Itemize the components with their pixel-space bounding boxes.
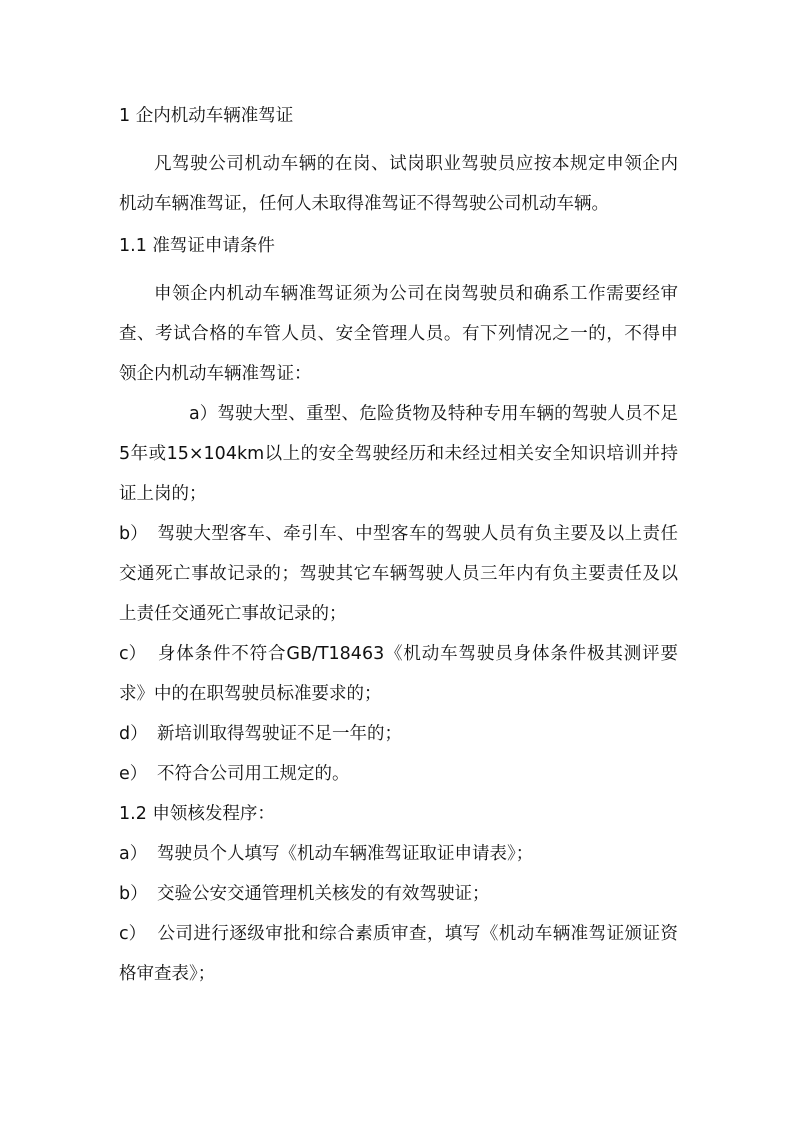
conditions-list [119,394,678,794]
list-item-text: 不符合公司用工规定的。 [157,764,350,784]
list-item-text: 驾驶大型客车、牵引车、中型客车的驾驶人员有负主要及以上责任交通死亡事故记录的；驾驶其它车辆驾驶人员三年内有负主要责任及以上责任交通死亡事故记录的； [119,524,678,624]
intro-paragraph: 凡驾驶公司机动车辆的在岗、试岗职业驾驶员应按本规定申领企内机动车辆准驾证，任何人未取得准驾证不得驾驶公司机动车辆。 [119,154,678,214]
list-item-text: 驾驶大型、重型、危险货物及特种专用车辆的驾驶人员不足5年或15×104km以上的安全驾驶经历和未经过相关安全知识培训并持证上岗的； [119,404,678,504]
list-marker: b） [119,884,148,904]
list-item [119,874,678,914]
list-marker: b） [119,524,148,544]
list-item [119,714,678,754]
list-item [119,914,678,994]
list-item [119,514,678,634]
list-marker: c） [119,924,147,944]
list-marker: c） [119,644,147,664]
list-item-text: 驾驶员个人填写《机动车辆准驾证取证申请表》； [157,844,534,864]
section-heading-1: 1 企内机动车辆准驾证 [119,106,294,126]
list-item-text: 交验公安交通管理机关核发的有效驾驶证； [157,884,490,904]
list-item-text: 公司进行逐级审批和综合素质审查，填写《机动车辆准驾证颁证资格审查表》； [119,924,678,984]
list-item [119,634,678,714]
list-marker: d） [119,724,148,744]
list-item-text: 身体条件不符合GB/T18463《机动车驾驶员身体条件极其测评要求》中的在职驾驶员标准要求的； [119,644,678,704]
list-marker: e） [119,764,148,784]
conditions-paragraph: 申领企内机动车辆准驾证须为公司在岗驾驶员和确系工作需要经审查、考试合格的车管人员、安全管理人员。有下列情况之一的，不得申领企内机动车辆准驾证： [119,284,678,384]
list-item [119,754,678,794]
list-marker: a） [189,404,218,424]
list-marker: a） [119,844,148,864]
section-heading-1-2: 1.2 申领核发程序： [119,804,275,824]
procedures-list [119,834,678,994]
list-item [119,834,678,874]
list-item [119,394,678,514]
section-heading-1-1: 1.1 准驾证申请条件 [119,236,275,256]
list-item-text: 新培训取得驾驶证不足一年的； [157,724,402,744]
